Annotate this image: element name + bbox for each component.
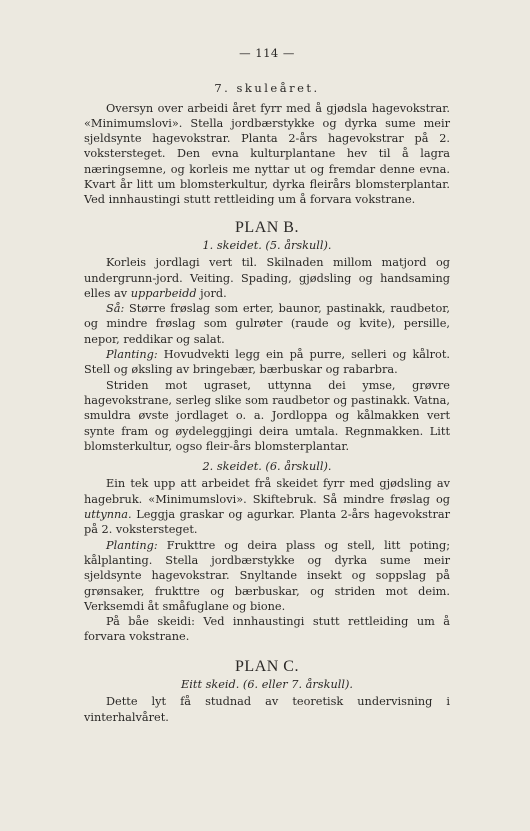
plan-b-part2-subheading: 2. skeidet. (6. årskull). xyxy=(202,460,332,474)
plan-c-subheading: Eitt skeid. (6. eller 7. årskull). xyxy=(181,677,353,691)
page-content xyxy=(84,46,450,725)
label-sa: Så: xyxy=(106,302,125,316)
plan-b-part2-paragraph-3: På båe skeidi: Ved innhaustingi stutt rettleiding um å forvara vokstrane. xyxy=(84,615,450,644)
plan-c-paragraph-1: Dette lyt få studnad av teoretisk undervisning i vinterhalvåret. xyxy=(84,695,450,724)
label-planting: Planting: xyxy=(106,348,158,362)
plan-b-heading: PLAN B. xyxy=(235,218,299,236)
plan-b-part1-paragraph-2: Så: Større frøslag som erter, baunor, pastinakk, raudbetor, og mindre frøslag som gulrøter (raude og kvite), persille, nepor, reddikar og salat. xyxy=(84,302,451,346)
plan-c-heading: PLAN C. xyxy=(235,657,299,675)
plan-b-part2-paragraph-2: Planting: Frukttre og deira plass og stell, litt poting; kålplanting. Stella jordbærstykke og dyrka sume meir sjeldsynte hagevokstrar. Snyltande insekt og soppslag på grønsaker, frukttre og bærbuskar, og striden mot deim. Verksemdi åt småfuglane og bione. xyxy=(84,538,450,613)
plan-b-part1-paragraph-3: Planting: Hovudvekti legg ein på purre, selleri og kålrot. Stell og øksling av bringebær, bærbuskar og rabarbra. xyxy=(84,348,450,377)
label-planting: Planting: xyxy=(106,538,158,552)
plan-b-part1-paragraph-4: Striden mot ugraset, uttynna dei ymse, grøvre hagevokstrane, serleg slike som raudbetor og pastinakk. Vatna, smuldra øvste jordlaget o. a. Jordloppa og kålmakken vert synte fram og øydeleggjingi deira umtala. Regnmakken. Litt blomsterkultur, ogso fleir-års blomsterplantar. xyxy=(84,378,450,453)
page-number: — 114 — xyxy=(239,46,295,60)
emphasis-text: uttynna. xyxy=(84,508,132,522)
plan-b-part2-paragraph-1: Ein tek upp att arbeidet frå skeidet fyrr med gjødsling av hagebruk. «Minimumslovi». Skiftebruk. Så mindre frøslag og uttynna. Leggja graskar og agurkar. Planta 2-års hagevokstrar på 2. vokstersteget. xyxy=(84,477,451,537)
section-paragraph: Oversyn over arbeidi året fyrr med å gjødsla hagevokstrar. «Minimumslovi». Stella jordbærstykke og dyrka sume meir sjeldsynte hagevokstrar. Planta 2-års hagevokstrar på 2. vokstersteget. Den evna kulturplantane hev til å lagra næringsemne, og korleis me nyttar ut og fremdar denne evna. Kvart år litt um blomsterkultur, dyrka fleirårs blomsterplantar. Ved innhaustingi stutt rettleiding um å forvara vokstrane. xyxy=(84,101,450,207)
plan-b-part1-paragraph-1: Korleis jordlagi vert til. Skilnaden millom matjord og undergrunn-jord. Veiting. Spading, gjødsling og handsaming elles av upparbeidd jord. xyxy=(84,256,450,300)
section-title: 7. skuleåret. xyxy=(214,81,320,96)
emphasis-text: upparbeidd xyxy=(130,286,197,300)
plan-b-part1-subheading: 1. skeidet. (5. årskull). xyxy=(202,238,332,252)
